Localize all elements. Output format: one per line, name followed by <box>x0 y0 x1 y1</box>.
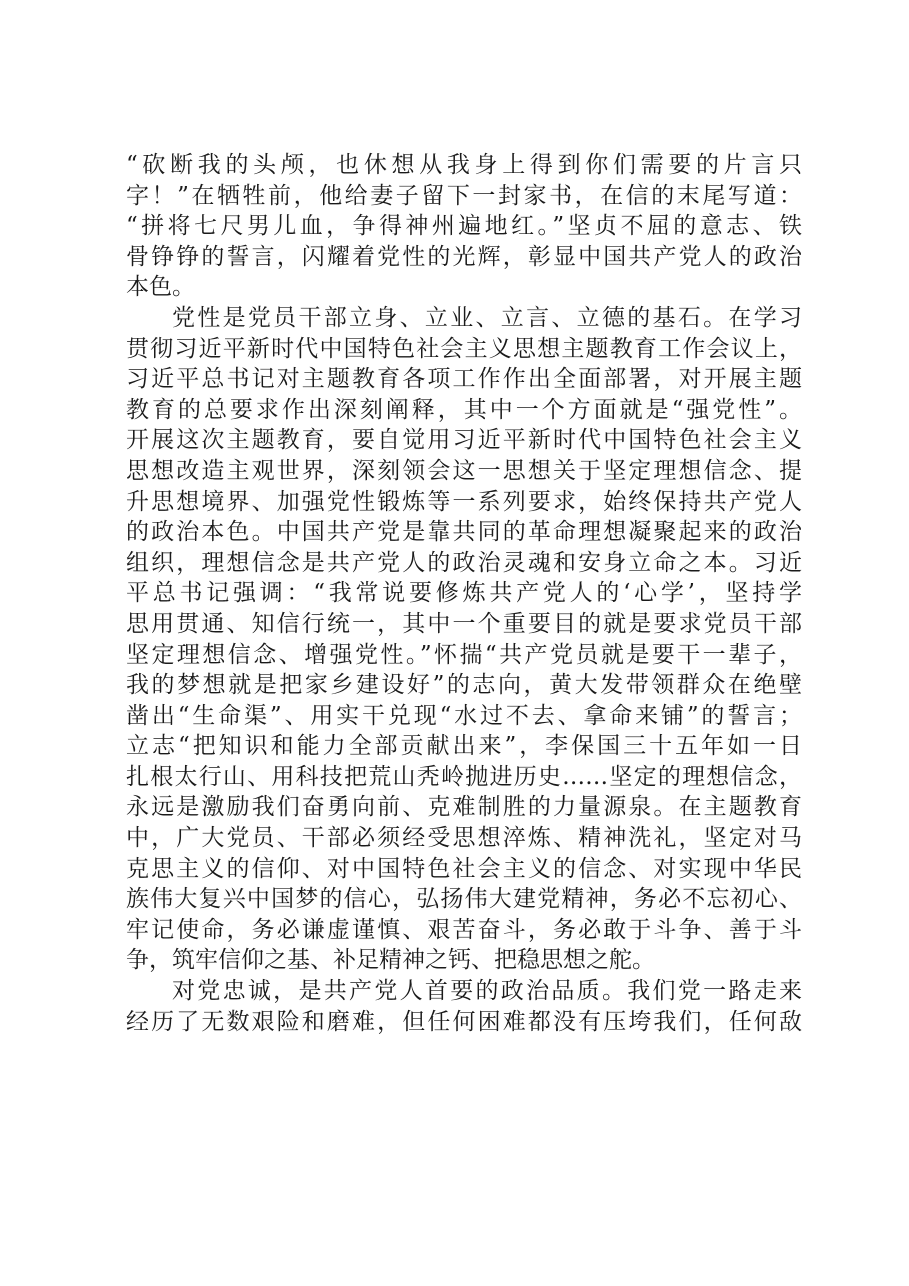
paragraph-first-line: 对党忠诚，是共产党人首要的政治品质。我们党一路走来 <box>172 978 802 1005</box>
body-text <box>126 150 802 1037</box>
text-line: 经历了无数艰险和磨难，但任何困难都没有压垮我们，任何敌 <box>126 1008 802 1035</box>
text-line: 思想改造主观世界，深刻领会这一思想关于坚定理想信念、提 <box>126 457 802 484</box>
text-line: 组织，理想信念是共产党人的政治灵魂和安身立命之本。习近 <box>126 549 802 576</box>
text-line: 平总书记强调：“我常说要修炼共产党人的‘心学’，坚持学 <box>126 580 802 607</box>
text-line: 族伟大复兴中国梦的信心，弘扬伟大建党精神，务必不忘初心、 <box>126 886 802 913</box>
text-line: 的政治本色。中国共产党是靠共同的革命理想凝聚起来的政治 <box>126 519 802 546</box>
text-line: 升思想境界、加强党性锻炼等一系列要求，始终保持共产党人 <box>126 488 802 515</box>
text-line: 扎根太行山、用科技把荒山秃岭抛进历史……坚定的理想信念， <box>126 763 802 790</box>
text-line: 教育的总要求作出深刻阐释，其中一个方面就是“强党性”。 <box>126 396 802 423</box>
text-line: 坚定理想信念、增强党性。”怀揣“共产党员就是要干一辈子， <box>126 641 802 668</box>
text-line: 贯彻习近平新时代中国特色社会主义思想主题教育工作会议上， <box>126 335 802 362</box>
text-line: 我的梦想就是把家乡建设好”的志向，黄大发带领群众在绝壁 <box>126 672 802 699</box>
text-line: 开展这次主题教育，要自觉用习近平新时代中国特色社会主义 <box>126 427 802 454</box>
text-line: 立志“把知识和能力全部贡献出来”，李保国三十五年如一日 <box>126 733 802 760</box>
text-line: 思用贯通、知信行统一，其中一个重要目的就是要求党员干部 <box>126 610 802 637</box>
text-line: 中，广大党员、干部必须经受思想淬炼、精神洗礼，坚定对马 <box>126 825 802 852</box>
paragraph-first-line: 党性是党员干部立身、立业、立言、立德的基石。在学习 <box>172 304 802 331</box>
text-line: 字！”在牺牲前，他给妻子留下一封家书，在信的末尾写道： <box>126 182 802 209</box>
text-line: “砍断我的头颅，也休想从我身上得到你们需要的片言只 <box>126 152 802 178</box>
text-line: 习近平总书记对主题教育各项工作作出全面部署，对开展主题 <box>126 366 802 393</box>
text-line: 永远是激励我们奋勇向前、克难制胜的力量源泉。在主题教育 <box>126 794 802 821</box>
text-line: 争，筑牢信仰之基、补足精神之钙、把稳思想之舵。 <box>126 947 655 974</box>
text-line: 牢记使命，务必谦虚谨慎、艰苦奋斗，务必敢于斗争、善于斗 <box>126 916 802 943</box>
text-line: 本色。 <box>126 274 195 301</box>
text-line: 克思主义的信仰、对中国特色社会主义的信念、对实现中华民 <box>126 855 802 882</box>
text-line: 骨铮铮的誓言，闪耀着党性的光辉，彰显中国共产党人的政治 <box>126 243 802 270</box>
text-line: 凿出“生命渠”、用实干兑现“水过不去、拿命来铺”的誓言； <box>126 702 802 729</box>
text-line: “拼将七尺男儿血，争得神州遍地红。”坚贞不屈的意志、铁 <box>126 213 802 240</box>
